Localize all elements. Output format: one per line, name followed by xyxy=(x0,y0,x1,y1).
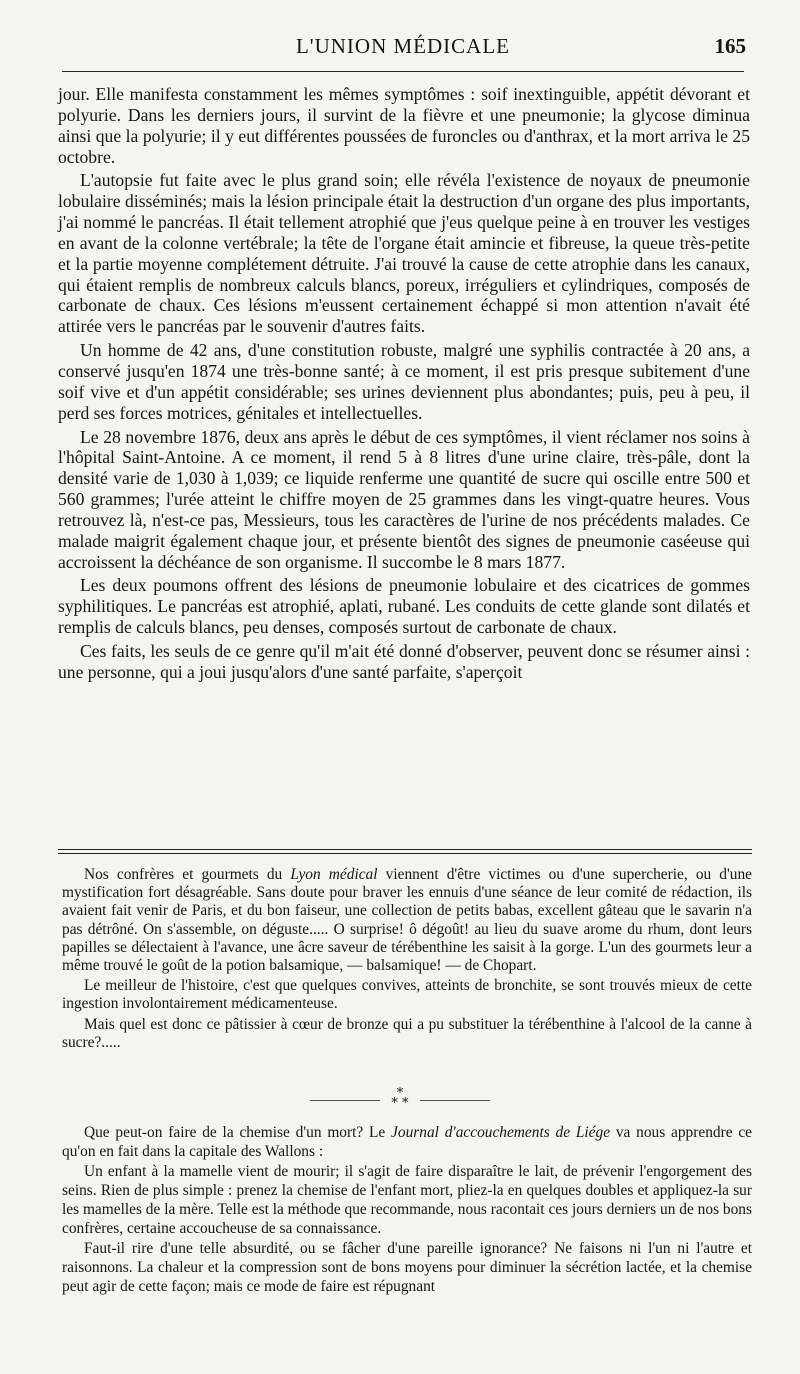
paragraph-hospital-admission: Le 28 novembre 1876, deux ans après le début de ces symptômes, il vient réclamer nos soins à l'hôpital Saint-Antoine. A ce moment, il rend 5 à 8 litres d'une urine claire, très-pâle, dont la densité varie de 1,030 à 1,039; ce liquide renferme une quantité de sucre qui oscille entre 500 et 560 grammes; l'urée atteint le chiffre moyen de 25 grammes dans les vingt-quatre heures. Vous retrouvez là, n'est-ce pas, Messieurs, tous les caractères de l'urine de nos précédents malades. Ce malade maigrit également chaque jour, et présente bientôt des signes de pneumonie caséeuse qui accroissent la déchéance de son organisme. Il succombe le 8 mars 1877. xyxy=(58,426,750,572)
note-patissier-question: Mais quel est donc ce pâtissier à cœur de bronze qui a pu substituer la térébenthine à l'alcool de la canne à sucre?..... xyxy=(62,1015,752,1051)
note-absurdity: Faut-il rire d'une telle absurdité, ou se fâcher d'une pareille ignorance? Ne faisons ni l'un ni l'autre et raisonnons. La chaleur et la compression sont de bons moyens pour diminuer la sécrétion lactée, et la chemise peut agir de cette façon; mais ce mode de faire est répugnant xyxy=(62,1240,752,1295)
page-number: 165 xyxy=(714,34,746,58)
note-best-of-story: Le meilleur de l'histoire, c'est que quelques convives, atteints de bronchite, se sont trouvés mieux de cette ingestion involontairement médicamenteuse. xyxy=(62,977,752,1013)
asterism-separator xyxy=(0,1087,800,1117)
journal-name-lyon-medical: Lyon médical xyxy=(290,866,378,883)
chronicle-notes-second xyxy=(62,1123,752,1296)
running-title: L'UNION MÉDICALE xyxy=(295,34,510,58)
chronicle-notes xyxy=(62,866,752,1052)
paragraph-summary: Ces faits, les seuls de ce genre qu'il m'ait été donné d'observer, peuvent donc se résumer ainsi : une personne, qui a joui jusqu'alors d'une santé parfaite, s'aperçoit xyxy=(58,640,750,682)
note-infant-remedy: Un enfant à la mamelle vient de mourir; il s'agit de faire disparaître le lait, de prévenir l'engorgement des seins. Rien de plus simple : prenez la chemise de l'enfant mort, pliez-la en quelques doubles et appliquez-la sur les mamelles de la mère. Telle est la méthode que recommande, nous racontait ces jours derniers un de nos bons confrères, certaine accoucheuse de sa connaissance. xyxy=(62,1163,752,1237)
asterism: * * * xyxy=(380,1089,420,1109)
paragraph-case-42-years: Un homme de 42 ans, d'une constitution robuste, malgré une syphilis contractée à 20 ans, a conservé jusqu'en 1874 une très-bonne santé; à ce moment, il est pris presque subitement d'une soif vive et d'un appétit considérable; ses urines deviennent plus abondantes; puis, peu à peu, il perd ses forces motrices, génitales et intellectuelles. xyxy=(58,340,750,423)
section-double-rule xyxy=(58,849,752,854)
page-header xyxy=(60,34,746,64)
paragraph-continuation: jour. Elle manifesta constamment les mêmes symptômes : soif inextinguible, appétit dévorant et polyurie. Dans les derniers jours, il survint de la fièvre et une pneumonie; la glycose diminua ainsi que la polyurie; il y eut différentes poussées de furoncles ou d'anthrax, et la mort arriva le 25 octobre. xyxy=(58,84,750,167)
header-rule xyxy=(62,71,744,72)
journal-name-liege: Journal d'accouchements de Liége xyxy=(391,1124,611,1141)
note-lyon-medical: Nos confrères et gourmets du Lyon médical viennent d'être victimes ou d'une supercherie, ou d'une mystification fort désagréable. Sans doute pour braver les ennuis d'une séance de leur comité de rédaction, ils avaient fait venir de Paris, et du bon faiseur, une collection de petits babas, excellent gâteau que le savarin n'a pas détrôné. On s'assemble, on déguste..... O surprise! ô dégoût! au lieu du suave arome du rhum, dont leurs papilles se délectaient à l'avance, une âcre saveur de térébenthine les saisit à la gorge. L'un des gourmets leur a même trouvé le goût de la potion balsamique, — balsamique! — de Chopart. xyxy=(62,866,753,975)
paragraph-lung-lesions: Les deux poumons offrent des lésions de pneumonie lobulaire et des cicatrices de gommes syphilitiques. Le pancréas est atrophié, aplati, rubané. Les conduits de cette glande sont dilatés et remplis de calculs blancs, peu denses, composés surtout de carbonate de chaux. xyxy=(58,575,750,638)
note-shirt-question: Que peut-on faire de la chemise d'un mort? Le Journal d'accouchements de Liége va nous apprendre ce qu'on en fait dans la capitale des Wallons : xyxy=(62,1124,752,1160)
main-article-text xyxy=(58,84,750,683)
paragraph-autopsy: L'autopsie fut faite avec le plus grand soin; elle révéla l'existence de noyaux de pneumonie lobulaire disséminés; mais la lésion principale était la destruction d'un organe des plus importants, j'ai nommé le pancréas. Il était tellement atrophié que j'eus quelque peine à en trouver les vestiges en avant de la colonne vertébrale; la tête de l'organe était amincie et fibreuse, la queue très-petite et la partie moyenne complétement détruite. J'ai trouvé la cause de cette atrophie dans les canaux, qui étaient remplis de nombreux calculs blancs, poreux, irréguliers et cylindriques, composés de carbonate de chaux. Ces lésions m'eussent certainement échappé si mon attention n'avait été attirée vers le pancréas par le souvenir d'autres faits. xyxy=(58,170,750,337)
